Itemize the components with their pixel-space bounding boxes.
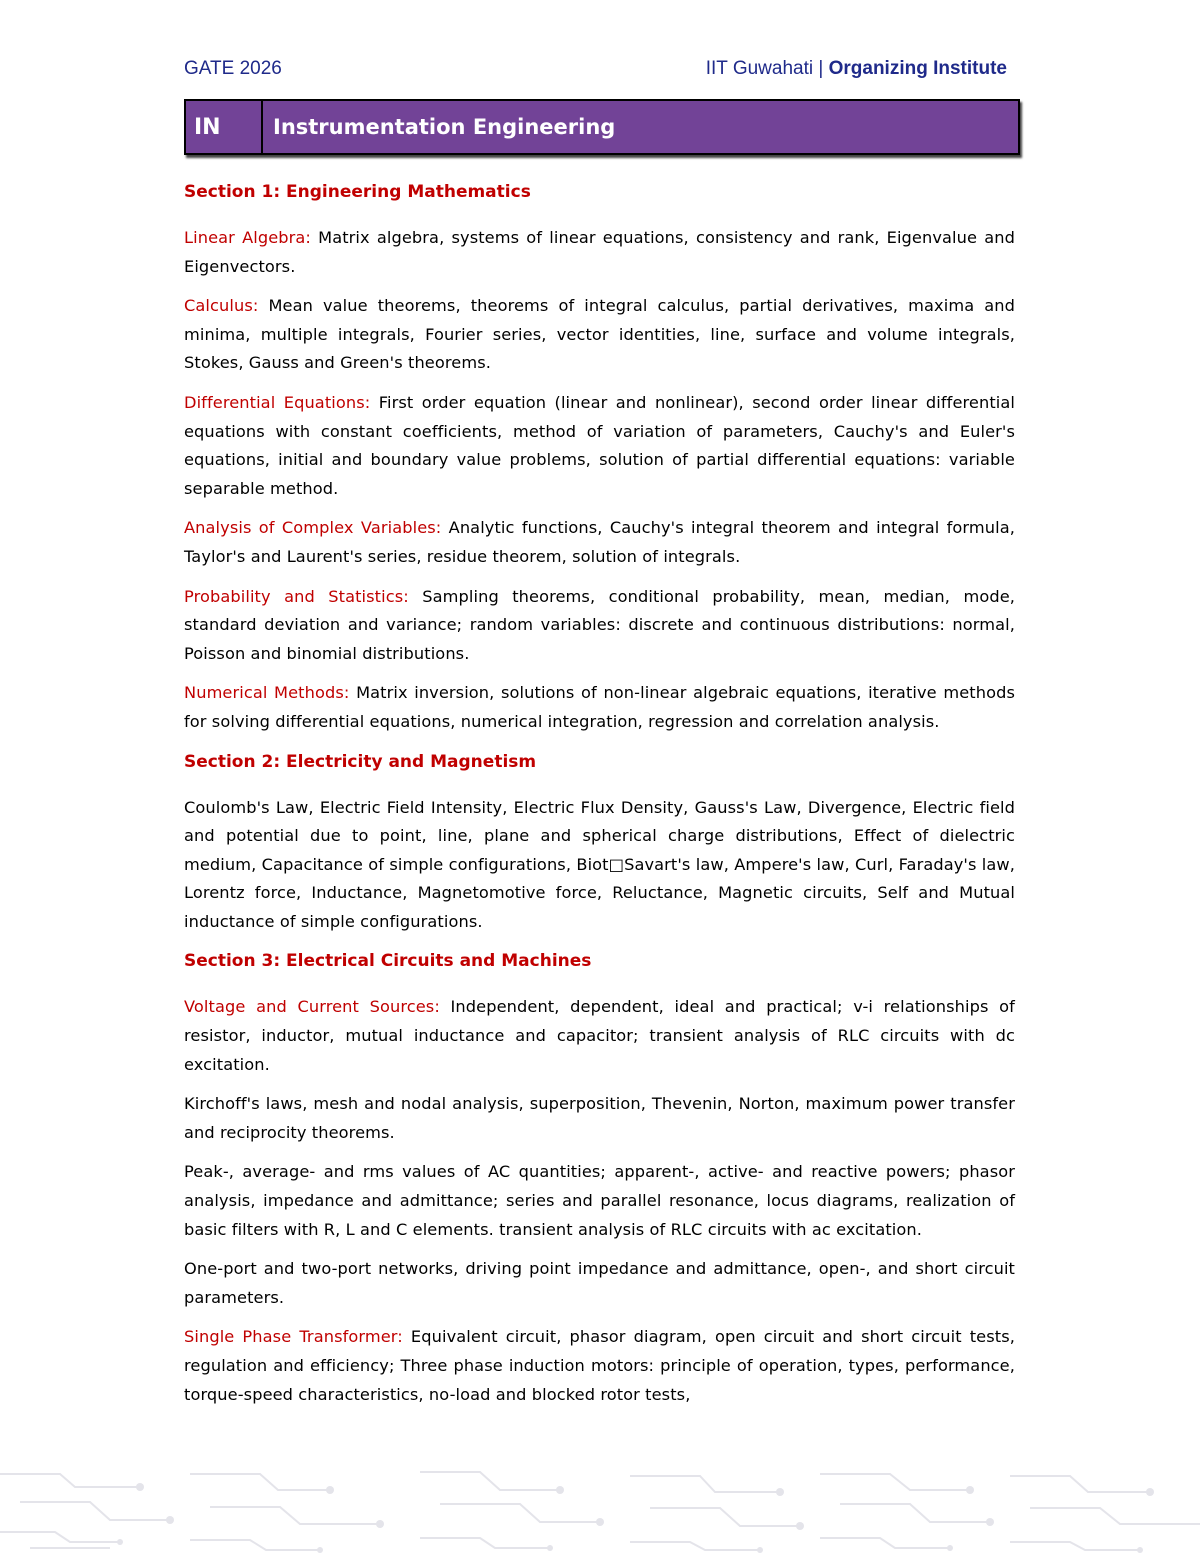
topic-label: Analysis of Complex Variables: [184,518,442,538]
topic-description: Analytic functions, Cauchy's integral theorem and integral formula, Taylor's and Laurent's series, residue theorem, solution of integrals. [184,518,1015,566]
syllabus-entry [184,224,1015,281]
paper-title-bar [184,99,1020,155]
syllabus-entry [184,1323,1015,1409]
header-role: Organizing Institute [828,58,1007,79]
header-exam-name: GATE 2026 [184,58,282,79]
syllabus-entry [184,1158,1015,1244]
section-heading: Section 3: Electrical Circuits and Machines [184,951,592,972]
syllabus-entry [184,794,1015,937]
topic-label: Linear Algebra: [184,228,311,247]
topic-description: Matrix inversion, solutions of non-linear algebraic equations, iterative methods for solving differential equations, numerical integration, regression and correlation analysis. [184,683,1015,731]
header-separator: | [818,58,824,79]
topic-description: Equivalent circuit, phasor diagram, open circuit and short circuit tests, regulation and efficiency; Three phase induction motors: principle of operation, types, performance, torque-speed characteristics, no-load and blocked rotor tests, [184,1327,1015,1404]
header-org: IIT Guwahati [705,58,814,79]
topic-label: Calculus: [184,296,259,316]
header-institute [706,58,1007,80]
syllabus-entry [184,1090,1015,1147]
topic-description: Matrix algebra, systems of linear equations, consistency and rank, Eigenvalue and Eigenvectors. [184,228,1015,276]
paper-name: Instrumentation Engineering [273,115,616,139]
syllabus-entry [184,583,1015,669]
section-heading: Section 2: Electricity and Magnetism [184,751,537,772]
topic-description: Kirchoff's laws, mesh and nodal analysis, superposition, Thevenin, Norton, maximum power transfer and reciprocity theorems. [184,1094,1015,1142]
topic-label: Numerical Methods: [184,683,350,703]
syllabus-entry [184,993,1015,1079]
topic-description: First order equation (linear and nonlinear), second order linear differential equations with constant coefficients, method of variation of parameters, Cauchy's and Euler's equations, initial and boundary value problems, solution of partial differential equations: variable separable method. [184,392,1016,498]
topic-description: Peak-, average- and rms values of AC quantities; apparent-, active- and reactive powers; phasor analysis, impedance and admittance; series and parallel resonance, locus diagrams, realization of basic filters with R, L and C elements. transient analysis of RLC circuits with ac excitation. [184,1162,1015,1239]
circuit-pattern-decoration [0,1462,1200,1553]
syllabus-entry [184,389,1015,503]
topic-label: Voltage and Current Sources: [184,997,440,1017]
paper-code: IN [186,101,263,153]
syllabus-entry [184,514,1015,571]
topic-description: Mean value theorems, theorems of integral calculus, partial derivatives, maxima and minima, multiple integrals, Fourier series, vector identities, line, surface and volume integrals, Stokes, Gauss and Green's theorems. [184,296,1015,373]
section-heading: Section 1: Engineering Mathematics [184,182,531,202]
topic-description: Coulomb's Law, Electric Field Intensity, Electric Flux Density, Gauss's Law, Divergence, Electric field and potential due to point, line, plane and spherical charge distributions, Effect of dielectric medium, Capacitance of simple configurations, Biot□Savart's law, Ampere's law, Curl, Faraday's law, Lorentz force, Inductance, Magnetomotive force, Reluctance, Magnetic circuits, Self and Mutual inductance of simple configurations. [184,797,1015,931]
topic-label: Single Phase Transformer: [184,1327,403,1347]
syllabus-entry [184,679,1015,736]
topic-label: Differential Equations: [184,392,371,412]
topic-description: Independent, dependent, ideal and practical; v-i relationships of resistor, inductor, mutual inductance and capacitor; transient analysis of RLC circuits with dc excitation. [184,997,1015,1074]
syllabus-entry [184,292,1015,378]
syllabus-entry [184,1255,1015,1312]
topic-label: Probability and Statistics: [184,586,409,606]
topic-description: One-port and two-port networks, driving point impedance and admittance, open-, and short circuit parameters. [184,1259,1015,1307]
topic-description: Sampling theorems, conditional probability, mean, median, mode, standard deviation and variance; random variables: discrete and continuous distributions: normal, Poisson and binomial distributions. [184,586,1016,663]
syllabus-body [184,178,1015,1420]
